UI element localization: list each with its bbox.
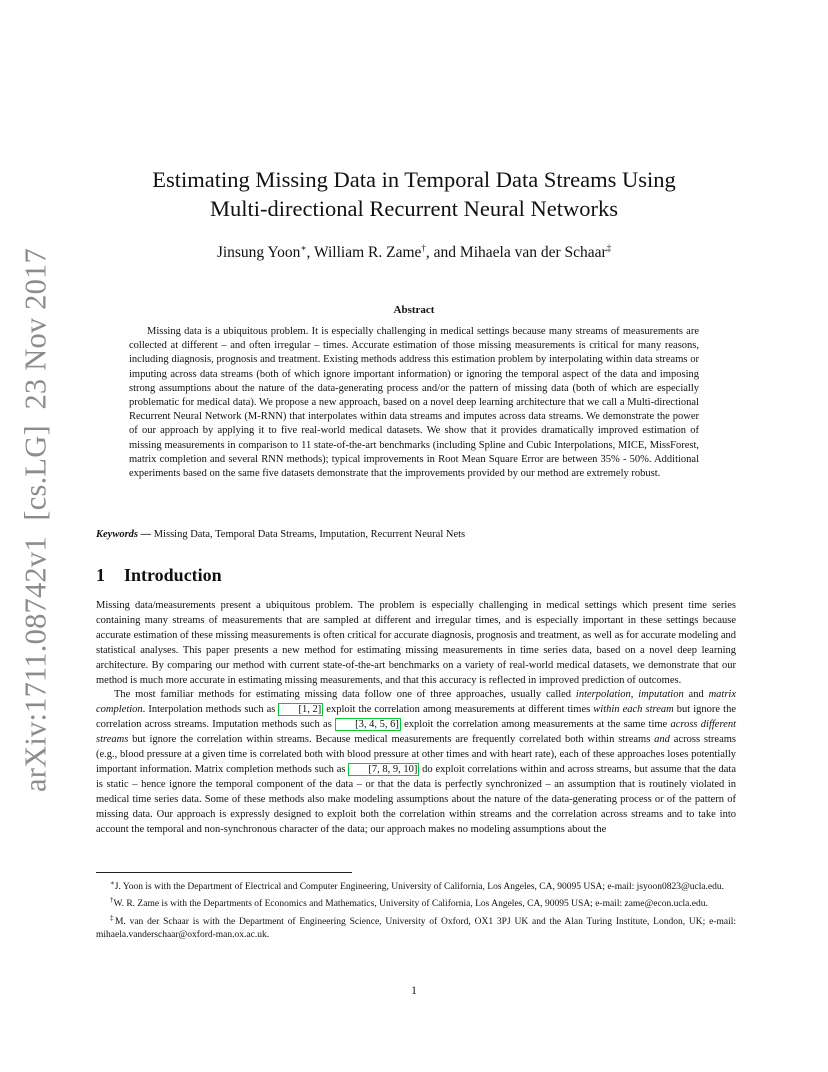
author-separator: ,: [306, 244, 314, 262]
footnote-mark: †: [110, 896, 114, 905]
citation-link-7-10[interactable]: [7, 8, 9, 10]: [348, 763, 419, 776]
footnote-yoon: [96, 877, 736, 894]
abstract-text: Missing data is a ubiquitous problem. It is especially challenging in medical settings because many streams of measurements are collected at different – and often irregular – times. Accurate estimation of those missing measurements is critical for many reasons, including diagnosis, prognosis and treatment. Existing methods address this estimation problem by interpolating within data streams or imputing across data streams (both of which ignore important information) or ignoring the temporal aspect of the data and imposing strong assumptions about the nature of the data-generating process and/or the pattern of missing data (both of which are especially problematic for medical data). We propose a new approach, based on a novel deep learning architecture that we call a Multi-directional Recurrent Neural Network (M-RNN) that interpolates within data streams and imputes across data streams. We demonstrate the power of our approach by applying it to five real-world medical datasets. We show that it provides dramatically improved estimation of missing measurements in comparison to 11 state-of-the-art benchmarks (including Spline and Cubic Interpolations, MICE, MissForest, matrix completion and several RNN methods); typical improvements in Root Mean Square Error are between 35% - 50%. Additional experiments based on the same five datasets demonstrate that the improvements provided by our method are extremely robust.: [129, 326, 699, 480]
text-run: do exploit correlations within and across streams, but assume that the data is static – hence ignore the temporal component of the data – or that the data is perfectly synchronized – an assumption that is routinely violated in medical time series data. Some of these methods also make modeling assumptions about the nature of the data-generating process or of the pattern of missing data. Our approach is expressly designed to exploit both the correlation within streams and the correlation across streams and to take into account the temporal and non-synchronous character of the data; our approach makes no modeling assumptions about the: [96, 763, 736, 835]
author-list: [110, 238, 718, 263]
page-number: 1: [411, 985, 417, 997]
emphasis: matrix completion: [96, 689, 736, 716]
footnote-text: J. Yoon is with the Department of Electrical and Computer Engineering, University of California, Los Angeles, CA, 90095 USA; e-mail: jsyoon0823@ucla.edu.: [114, 882, 725, 893]
author-footnote-mark: ‡: [606, 243, 612, 253]
footnote-van-der-schaar: [96, 912, 736, 943]
paper-title: [110, 165, 718, 223]
text-run: . Interpolation methods such as: [142, 704, 279, 716]
author-zame: William R. Zame: [313, 244, 422, 262]
text-run: but ignore the correlation across streams. Imputation methods such as: [96, 704, 736, 731]
author-footnote-mark: ∗: [300, 243, 307, 253]
keywords-label: Keywords —: [96, 529, 152, 540]
section-heading: [96, 565, 222, 586]
emphasis: interpolation, imputation: [575, 689, 684, 701]
emphasis: across different streams: [96, 719, 736, 746]
keywords-text: Missing Data, Temporal Data Streams, Imputation, Recurrent Neural Nets: [153, 529, 466, 540]
text-run: and: [683, 689, 709, 701]
section-number: 1: [96, 565, 105, 585]
section-title: Introduction: [124, 565, 222, 585]
emphasis: and: [654, 734, 670, 746]
footnotes: [96, 877, 736, 942]
intro-paragraph-1: Missing data/measurements present a ubiquitous problem. The problem is especially challenging in medical settings which present time series containing many streams of measurements that are sampled at different and irregular times, and is especially important in these settings because accurate estimation of these missing measurements is often critical for accurate diagnosis, prognosis and treatment, as well as for accurate modeling and statistical analyses. This paper presents a new method for estimating missing measurements in time series data, based on a novel deep learning architecture. By comparing our method with current state-of-the-art benchmarks on a variety of real-world medical datasets, we demonstrate that our method is much more accurate in estimating missing measurements, and that this accuracy is reflected in improved prediction of outcomes.: [96, 600, 736, 686]
citation-link-3-6[interactable]: [3, 4, 5, 6]: [335, 718, 401, 731]
intro-paragraph-2: [96, 688, 736, 837]
text-run: The most familiar methods for estimating missing data follow one of three approaches, usually called: [114, 689, 576, 701]
title-line-2: Multi-directional Recurrent Neural Networks: [210, 196, 618, 221]
footnote-divider: [96, 872, 352, 873]
title-line-1: Estimating Missing Data in Temporal Data Streams Using: [152, 167, 676, 192]
introduction-body: [96, 599, 736, 838]
author-separator: , and: [425, 244, 460, 262]
author-van-der-schaar: Mihaela van der Schaar: [459, 244, 607, 262]
footnote-text: M. van der Schaar is with the Department of Engineering Science, University of Oxford, OX1 3PJ UK and the Alan Turing Institute, London, UK; e-mail: mihaela.vanderschaar@oxford-man.ox.ac.uk.: [96, 916, 737, 941]
author-yoon: Jinsung Yoon: [216, 244, 301, 262]
keywords-line: [96, 528, 736, 542]
author-footnote-mark: †: [421, 243, 426, 253]
citation-link-1-2[interactable]: [1, 2]: [278, 703, 323, 716]
text-run: exploit the correlation among measurements at different times: [323, 704, 594, 716]
arxiv-identifier: arXiv:1711.08742v1 [cs.LG] 23 Nov 2017: [18, 248, 53, 792]
text-run: across streams (e.g., blood pressure at a given time is correlated both with blood pressure at other times and with heart rate), each of these approaches loses potentially important information. Matrix completion methods such as: [96, 734, 736, 775]
footnote-text: W. R. Zame is with the Departments of Economics and Mathematics, University of California, Los Angeles, CA, 90095 USA; e-mail: zame@econ.ucla.edu.: [113, 899, 708, 910]
text-run: exploit the correlation among measurements at the same time: [400, 719, 671, 731]
footnote-mark: ‡: [110, 913, 115, 922]
text-run: but ignore the correlation within streams. Because medical measurements are frequently correlated both within streams: [128, 734, 655, 746]
footnote-mark: ∗: [110, 879, 115, 887]
footnote-zame: [96, 894, 736, 911]
emphasis: within each stream: [593, 704, 674, 716]
abstract-heading: Abstract: [393, 304, 435, 316]
